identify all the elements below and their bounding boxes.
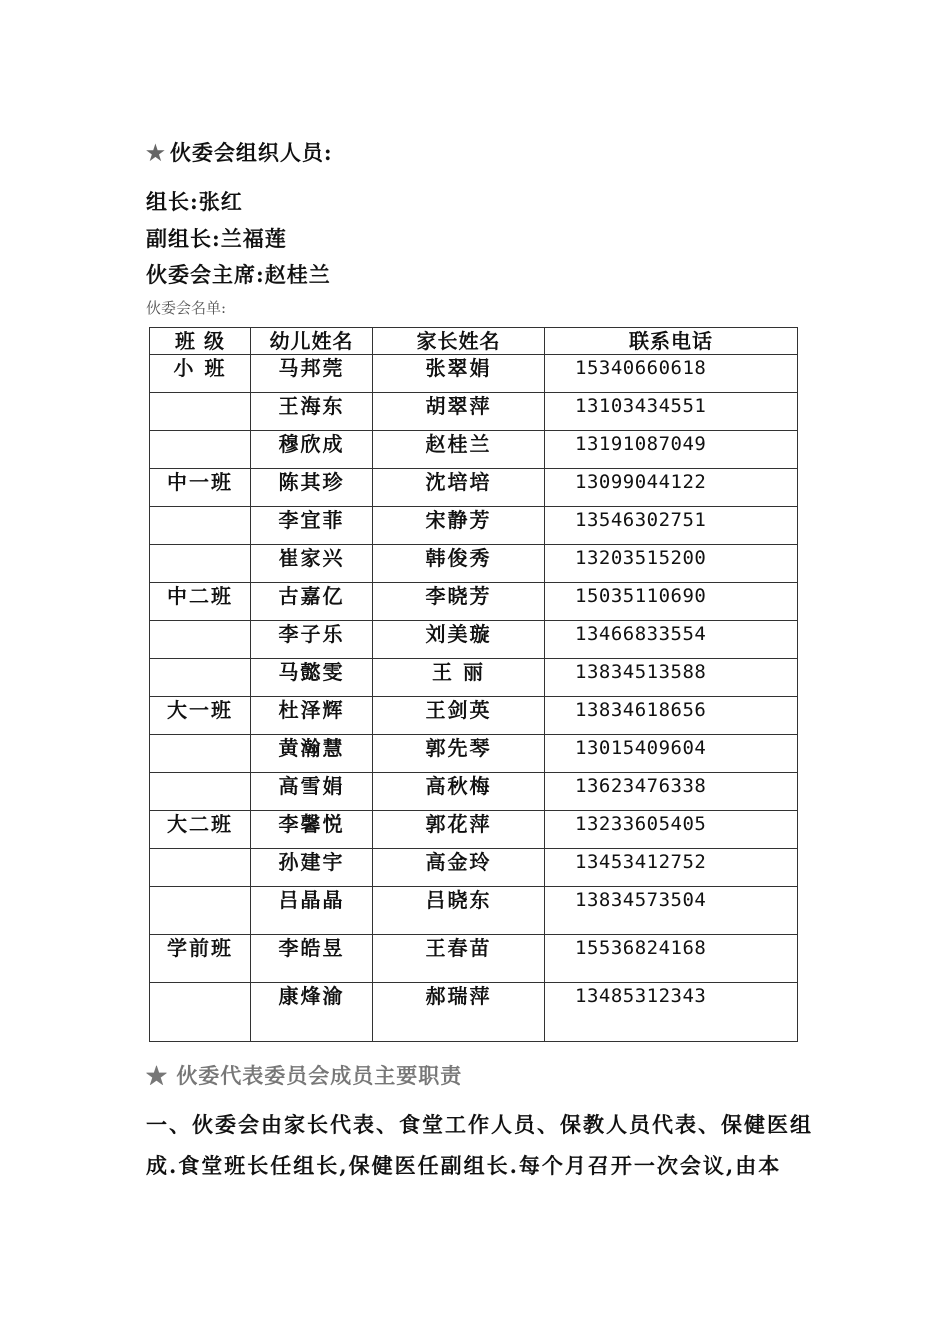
cell-phone: 13099044122 (545, 469, 798, 507)
table-row (150, 935, 798, 983)
table-row (150, 735, 798, 773)
cell-class: 大一班 (150, 697, 251, 735)
cell-child-name: 李馨悦 (251, 811, 373, 849)
table-row (150, 811, 798, 849)
header-parent-name: 家长姓名 (373, 328, 545, 355)
table-row (150, 849, 798, 887)
cell-child-name: 高雪娟 (251, 773, 373, 811)
table-row (150, 659, 798, 697)
table-row (150, 355, 798, 393)
cell-class: 中一班 (150, 469, 251, 507)
cell-class (150, 735, 251, 773)
cell-class (150, 849, 251, 887)
cell-child-name: 穆欣成 (251, 431, 373, 469)
table-header-row (150, 328, 798, 355)
table-row (150, 545, 798, 583)
table-row (150, 507, 798, 545)
cell-parent-name: 沈培培 (373, 469, 545, 507)
cell-child-name: 古嘉亿 (251, 583, 373, 621)
cell-child-name: 孙建宇 (251, 849, 373, 887)
cell-parent-name: 郝瑞萍 (373, 983, 545, 1042)
cell-parent-name: 吕晓东 (373, 887, 545, 935)
cell-parent-name: 韩俊秀 (373, 545, 545, 583)
cell-parent-name: 刘美璇 (373, 621, 545, 659)
section-heading-organization (146, 137, 333, 167)
section-title: 伙委会组织人员: (169, 140, 333, 165)
cell-parent-name: 张翠娟 (373, 355, 545, 393)
role-group-leader: 组长:张红 (146, 189, 243, 214)
cell-child-name: 马邦莞 (251, 355, 373, 393)
cell-child-name: 李皓昱 (251, 935, 373, 983)
table-caption: 伙委会名单: (146, 299, 227, 317)
cell-phone: 13834573504 (545, 887, 798, 935)
cell-child-name: 黄瀚慧 (251, 735, 373, 773)
header-phone: 联系电话 (545, 328, 798, 355)
cell-parent-name: 李晓芳 (373, 583, 545, 621)
cell-class (150, 393, 251, 431)
cell-phone: 15340660618 (545, 355, 798, 393)
cell-phone: 15536824168 (545, 935, 798, 983)
table-row (150, 621, 798, 659)
cell-parent-name: 王春苗 (373, 935, 545, 983)
cell-child-name: 康烽渝 (251, 983, 373, 1042)
cell-class: 学前班 (150, 935, 251, 983)
cell-phone: 13834513588 (545, 659, 798, 697)
paragraph-line: 一、伙委会由家长代表、食堂工作人员、保教人员代表、保健医组 (146, 1112, 813, 1137)
cell-class (150, 545, 251, 583)
cell-class: 大二班 (150, 811, 251, 849)
cell-child-name: 马懿雯 (251, 659, 373, 697)
cell-phone: 15035110690 (545, 583, 798, 621)
cell-child-name: 李宜菲 (251, 507, 373, 545)
section-title: 伙委代表委员会成员主要职责 (176, 1063, 463, 1088)
cell-child-name: 吕晶晶 (251, 887, 373, 935)
cell-phone: 13191087049 (545, 431, 798, 469)
cell-parent-name: 王 丽 (373, 659, 545, 697)
committee-roster-table (149, 327, 798, 1042)
cell-phone: 13103434551 (545, 393, 798, 431)
cell-parent-name: 高秋梅 (373, 773, 545, 811)
cell-class (150, 431, 251, 469)
cell-parent-name: 赵桂兰 (373, 431, 545, 469)
cell-class (150, 887, 251, 935)
cell-phone: 13453412752 (545, 849, 798, 887)
cell-class (150, 507, 251, 545)
cell-parent-name: 王剑英 (373, 697, 545, 735)
cell-class (150, 773, 251, 811)
header-class: 班 级 (150, 328, 251, 355)
cell-phone: 13834618656 (545, 697, 798, 735)
cell-phone: 13203515200 (545, 545, 798, 583)
table-body (150, 355, 798, 1042)
cell-phone: 13015409604 (545, 735, 798, 773)
role-deputy-leader: 副组长:兰福莲 (146, 226, 287, 251)
paragraph-line: 成.食堂班长任组长,保健医任副组长.每个月召开一次会议,由本 (146, 1153, 782, 1178)
table-row (150, 431, 798, 469)
table-row (150, 983, 798, 1042)
cell-parent-name: 郭花萍 (373, 811, 545, 849)
table-row (150, 393, 798, 431)
header-child-name: 幼儿姓名 (251, 328, 373, 355)
cell-phone: 13546302751 (545, 507, 798, 545)
role-chairman: 伙委会主席:赵桂兰 (146, 262, 331, 287)
star-icon: ★ (146, 140, 166, 165)
star-icon: ★ (146, 1063, 168, 1088)
cell-parent-name: 郭先琴 (373, 735, 545, 773)
table-row (150, 697, 798, 735)
table-row (150, 887, 798, 935)
cell-parent-name: 宋静芳 (373, 507, 545, 545)
table-row (150, 583, 798, 621)
cell-phone: 13466833554 (545, 621, 798, 659)
cell-phone: 13485312343 (545, 983, 798, 1042)
cell-phone: 13233605405 (545, 811, 798, 849)
cell-child-name: 杜泽辉 (251, 697, 373, 735)
cell-class (150, 659, 251, 697)
cell-class: 小 班 (150, 355, 251, 393)
cell-child-name: 陈其珍 (251, 469, 373, 507)
table-row (150, 773, 798, 811)
table-row (150, 469, 798, 507)
cell-child-name: 王海东 (251, 393, 373, 431)
section-heading-duties (146, 1060, 462, 1090)
cell-parent-name: 胡翠萍 (373, 393, 545, 431)
cell-child-name: 李子乐 (251, 621, 373, 659)
cell-child-name: 崔家兴 (251, 545, 373, 583)
cell-class (150, 621, 251, 659)
cell-phone: 13623476338 (545, 773, 798, 811)
cell-parent-name: 高金玲 (373, 849, 545, 887)
cell-class: 中二班 (150, 583, 251, 621)
cell-class (150, 983, 251, 1042)
